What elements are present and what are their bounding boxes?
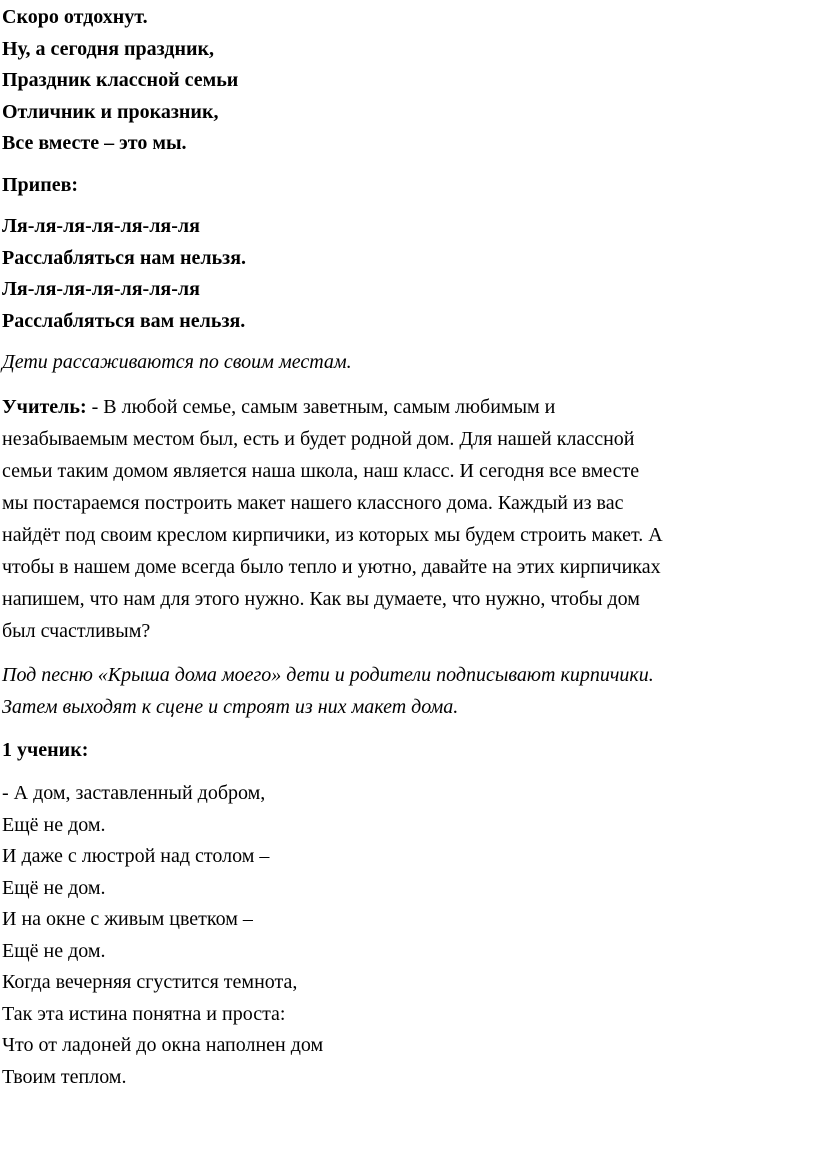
chorus-line: Ля-ля-ля-ля-ля-ля-ля (2, 278, 200, 300)
teacher-line: найдёт под своим креслом кирпичики, из которых мы будем строить макет. А (2, 523, 663, 546)
verse-line: Праздник классной семьи (2, 69, 239, 91)
chorus-line: Расслабляться нам нельзя. (2, 246, 247, 269)
stage-direction-line: Под песню «Крыша дома моего» дети и родители подписывают кирпичики. (2, 663, 654, 686)
stage-direction-line: Дети рассаживаются по своим местам. (2, 351, 352, 373)
chorus-heading: Припев: (2, 173, 79, 196)
stage-direction (2, 347, 816, 379)
student-heading: 1 ученик: (2, 738, 89, 761)
teacher-line: чтобы в нашем доме всегда было тепло и уютно, давайте на этих кирпичиках (2, 555, 661, 578)
chorus (2, 211, 816, 337)
verse-line: Отличник и проказник, (2, 100, 219, 123)
poem-line: Когда вечерняя сгустится темнота, (2, 971, 298, 993)
teacher-line: был счастливым? (2, 619, 151, 642)
poem-line: Ещё не дом. (2, 813, 106, 836)
poem-line: И на окне с живым цветком – (2, 908, 253, 930)
poem-line: Ещё не дом. (2, 939, 106, 962)
teacher-line: незабываемым местом был, есть и будет родной дом. Для нашей классной (2, 427, 635, 450)
song-verse (2, 2, 816, 160)
poem (2, 778, 816, 1093)
stage-direction-line: Затем выходят к сцене и строят из них макет дома. (2, 695, 459, 718)
speaker-label: Учитель: (2, 395, 87, 418)
chorus-line: Ля-ля-ля-ля-ля-ля-ля (2, 215, 200, 237)
chorus-heading-block (2, 170, 816, 202)
verse-line: Скоро отдохнут. (2, 6, 148, 28)
poem-line: - А дом, заставленный добром, (2, 782, 266, 804)
verse-line: Все вместе – это мы. (2, 132, 187, 154)
poem-line: И даже с люстрой над столом – (2, 845, 270, 867)
student-heading-block (2, 735, 816, 767)
stage-direction (2, 659, 816, 723)
teacher-line: семьи таким домом является наша школа, наш класс. И сегодня все вместе (2, 459, 640, 482)
poem-line: Ещё не дом. (2, 876, 106, 899)
chorus-line: Расслабляться вам нельзя. (2, 309, 246, 332)
poem-line: Что от ладоней до окна наполнен дом (2, 1034, 324, 1056)
teacher-line (2, 391, 816, 423)
verse-line: Ну, а сегодня праздник, (2, 37, 215, 60)
teacher-speech (2, 391, 816, 647)
teacher-line: напишем, что нам для этого нужно. Как вы думаете, что нужно, чтобы дом (2, 587, 640, 610)
teacher-line: мы постараемся построить макет нашего классного дома. Каждый из вас (2, 491, 624, 514)
teacher-text: - В любой семье, самым заветным, самым любимым и (86, 395, 556, 418)
poem-line: Твоим теплом. (2, 1065, 127, 1088)
poem-line: Так эта истина понятна и проста: (2, 1002, 286, 1025)
